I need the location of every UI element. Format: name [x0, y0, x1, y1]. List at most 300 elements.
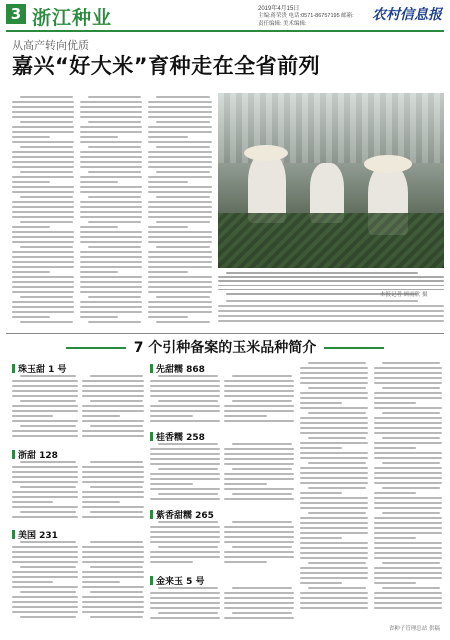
text-line [374, 417, 442, 419]
text-line [12, 596, 78, 598]
text-line [148, 211, 212, 213]
text-line [148, 161, 212, 163]
text-line [224, 526, 294, 528]
newspaper-logo: 农村信息报 [372, 7, 442, 23]
text-line [12, 496, 78, 498]
text-line [82, 471, 144, 473]
heading-marker [150, 432, 153, 441]
text-line [300, 582, 342, 584]
text-line [300, 502, 368, 504]
heading-rule-right [324, 347, 384, 349]
text-line [12, 226, 50, 228]
text-line [90, 511, 143, 513]
text-line [80, 231, 142, 233]
text-line [150, 488, 220, 490]
variety-text [224, 443, 294, 503]
text-line [12, 156, 74, 158]
text-line [224, 483, 267, 485]
text-line [308, 412, 366, 414]
text-line [300, 557, 368, 559]
text-line [82, 561, 144, 563]
text-line [226, 272, 418, 274]
text-line [88, 321, 141, 323]
text-line [12, 466, 78, 468]
text-line [224, 536, 294, 538]
text-line [158, 587, 218, 589]
text-line [150, 561, 193, 563]
text-line [148, 181, 188, 183]
text-line [150, 526, 220, 528]
text-line [12, 266, 74, 268]
text-line [150, 390, 220, 392]
text-line [82, 516, 144, 518]
text-line [158, 375, 218, 377]
text-line [82, 380, 144, 382]
text-line [374, 547, 442, 549]
text-line [224, 478, 294, 480]
text-line [148, 101, 212, 103]
text-line [20, 375, 76, 377]
text-line [300, 607, 368, 609]
text-line [82, 571, 144, 573]
text-line [374, 407, 442, 409]
text-line [150, 551, 220, 553]
text-line [12, 181, 50, 183]
text-line [232, 612, 292, 614]
variety-heading [12, 448, 58, 461]
text-line [150, 420, 220, 422]
text-line [300, 542, 368, 544]
text-line [158, 493, 218, 495]
text-line [300, 367, 368, 369]
text-line [374, 477, 442, 479]
section-title: 浙江种业 [32, 7, 113, 29]
text-line [82, 586, 144, 588]
text-line [148, 151, 212, 153]
text-line [374, 532, 442, 534]
text-line [82, 390, 144, 392]
text-line [148, 236, 212, 238]
text-line [224, 473, 294, 475]
text-line [80, 266, 142, 268]
text-line [150, 385, 220, 387]
text-line [148, 301, 212, 303]
text-line [374, 367, 442, 369]
text-line [374, 582, 416, 584]
heading-marker [12, 530, 15, 539]
text-line [12, 301, 74, 303]
text-line [156, 121, 210, 123]
text-line [82, 576, 144, 578]
text-line [88, 221, 141, 223]
text-line [382, 437, 440, 439]
text-line [82, 546, 144, 548]
text-line [158, 546, 218, 548]
text-line [150, 602, 220, 604]
text-line [300, 452, 368, 454]
variety-text [300, 362, 368, 620]
text-line [12, 506, 78, 508]
text-line [12, 151, 74, 153]
text-line [12, 236, 74, 238]
text-line [224, 390, 294, 392]
heading-marker [12, 364, 15, 373]
text-line [224, 420, 294, 422]
variety-heading [150, 508, 214, 521]
text-line [382, 587, 440, 589]
text-line [374, 377, 442, 379]
text-line [156, 96, 210, 98]
variety-name: 珠玉甜 1 号 [18, 365, 67, 375]
text-line [224, 597, 294, 599]
text-line [308, 387, 366, 389]
text-line [20, 246, 73, 248]
text-line [20, 400, 76, 402]
text-line [12, 576, 78, 578]
text-line [148, 251, 212, 253]
text-line [382, 362, 440, 364]
text-line [374, 372, 442, 374]
text-line [308, 462, 366, 464]
variety-text [150, 375, 220, 425]
text-line [374, 427, 442, 429]
text-line [82, 385, 144, 387]
text-line [308, 362, 366, 364]
text-line [12, 430, 78, 432]
photo-hat [364, 155, 412, 173]
text-line [224, 453, 294, 455]
text-line [300, 417, 368, 419]
text-line [158, 612, 218, 614]
text-line [80, 236, 142, 238]
text-line [158, 400, 218, 402]
text-line [12, 546, 78, 548]
text-line [224, 395, 294, 397]
text-line [150, 405, 220, 407]
text-line [300, 497, 368, 499]
text-line [82, 395, 144, 397]
text-line [80, 126, 142, 128]
text-line [232, 521, 292, 523]
text-line [12, 271, 50, 273]
text-line [82, 596, 144, 598]
text-line [150, 448, 220, 450]
text-line [20, 461, 76, 463]
text-line [88, 121, 141, 123]
text-line [148, 106, 212, 108]
text-line [300, 472, 368, 474]
text-line [300, 477, 368, 479]
text-line [148, 126, 212, 128]
text-line [80, 226, 118, 228]
text-line [374, 577, 442, 579]
text-line [150, 410, 220, 412]
text-line [374, 457, 442, 459]
text-line [148, 261, 212, 263]
text-line [150, 473, 220, 475]
text-line [12, 476, 78, 478]
text-line [374, 432, 442, 434]
photo-credit: 本报记者 顾雨欣 摄 [380, 292, 428, 298]
text-line [12, 501, 53, 503]
text-line [12, 491, 78, 493]
text-line [12, 101, 74, 103]
text-line [20, 171, 73, 173]
text-line [82, 581, 120, 583]
text-line [148, 156, 212, 158]
text-line [150, 531, 220, 533]
text-line [12, 556, 78, 558]
text-line [232, 493, 292, 495]
article-column-2 [80, 96, 142, 328]
text-line [224, 458, 294, 460]
text-line [232, 375, 292, 377]
text-line [20, 146, 73, 148]
variety-name: 桂香糯 258 [156, 433, 205, 443]
variety-name: 美国 231 [18, 531, 58, 541]
text-line [300, 427, 368, 429]
text-line [150, 607, 220, 609]
text-line [80, 101, 142, 103]
text-line [158, 521, 218, 523]
text-line [148, 176, 212, 178]
footer-credit: 省种子管理总站 供稿 [388, 626, 440, 632]
text-line [150, 453, 220, 455]
text-line [80, 306, 142, 308]
text-line [148, 131, 212, 133]
text-line [12, 216, 74, 218]
text-line [80, 241, 142, 243]
text-line [20, 196, 73, 198]
text-line [80, 251, 142, 253]
text-line [382, 412, 440, 414]
text-line [300, 492, 342, 494]
text-line [80, 111, 142, 113]
variety-name: 浙甜 128 [18, 451, 58, 461]
text-line [12, 581, 53, 583]
text-line [374, 557, 442, 559]
text-line [148, 291, 212, 293]
text-line [218, 320, 444, 322]
article-column-1 [12, 96, 74, 328]
text-line [80, 106, 142, 108]
text-line [90, 486, 143, 488]
text-line [300, 547, 368, 549]
text-line [218, 276, 444, 278]
text-line [300, 482, 368, 484]
heading-marker [150, 510, 153, 519]
text-line [232, 443, 292, 445]
text-line [88, 171, 141, 173]
text-line [12, 380, 78, 382]
article-column-4 [218, 300, 444, 328]
text-line [148, 206, 212, 208]
text-line [82, 410, 144, 412]
text-line [374, 602, 442, 604]
text-line [150, 463, 220, 465]
editor-line: 主编:蒋荣贵 电话:0571-86757195 邮箱: [258, 13, 354, 19]
text-line [374, 442, 442, 444]
text-line [12, 161, 74, 163]
variety-text [12, 541, 78, 621]
text-line [150, 597, 220, 599]
text-line [148, 231, 212, 233]
text-line [374, 597, 442, 599]
text-line [382, 387, 440, 389]
text-line [300, 377, 368, 379]
text-line [20, 591, 76, 593]
text-line [12, 561, 78, 563]
text-line [232, 546, 292, 548]
text-line [12, 586, 78, 588]
text-line [12, 291, 74, 293]
text-line [80, 256, 142, 258]
text-line [300, 552, 368, 554]
text-line [12, 131, 74, 133]
text-line [12, 211, 74, 213]
text-line [82, 506, 144, 508]
variety-heading [150, 362, 205, 375]
variety-text [150, 587, 220, 623]
text-line [150, 541, 220, 543]
text-line [218, 280, 444, 282]
text-line [218, 305, 444, 307]
text-line [308, 562, 366, 564]
section-divider [6, 333, 444, 334]
text-line [150, 536, 220, 538]
text-line [374, 422, 442, 424]
text-line [90, 541, 143, 543]
text-line [374, 502, 442, 504]
text-line [300, 422, 368, 424]
text-line [300, 382, 368, 384]
text-line [374, 402, 416, 404]
text-line [150, 478, 220, 480]
text-line [12, 126, 74, 128]
text-line [80, 206, 142, 208]
text-line [150, 380, 220, 382]
variety-heading [150, 430, 205, 443]
top-divider [6, 30, 444, 32]
text-line [12, 241, 74, 243]
text-line [300, 567, 368, 569]
text-line [374, 467, 442, 469]
variety-name: 紫香甜糯 265 [156, 511, 214, 521]
text-line [218, 310, 444, 312]
text-line [20, 616, 76, 618]
text-line [148, 271, 188, 273]
text-line [148, 241, 212, 243]
text-line [88, 146, 141, 148]
text-line [224, 602, 294, 604]
text-line [374, 607, 442, 609]
text-line [374, 392, 442, 394]
text-line [224, 498, 294, 500]
text-line [382, 462, 440, 464]
text-line [12, 606, 78, 608]
text-line [12, 471, 78, 473]
text-line [300, 447, 342, 449]
article-photo [218, 93, 444, 268]
text-line [12, 385, 78, 387]
text-line [80, 216, 142, 218]
text-line [82, 491, 144, 493]
variety-text [82, 541, 144, 621]
text-line [150, 617, 220, 619]
text-line [218, 315, 444, 317]
text-line [158, 443, 218, 445]
text-line [12, 231, 74, 233]
text-line [12, 601, 78, 603]
text-line [80, 291, 142, 293]
text-line [374, 572, 442, 574]
text-line [300, 592, 368, 594]
variety-text [224, 375, 294, 425]
text-line [82, 435, 144, 437]
text-line [148, 186, 212, 188]
text-line [12, 261, 74, 263]
text-line [88, 196, 141, 198]
text-line [300, 507, 368, 509]
variety-heading [12, 528, 58, 541]
text-line [12, 141, 74, 143]
text-line [300, 522, 368, 524]
text-line [148, 281, 212, 283]
text-line [224, 592, 294, 594]
text-line [148, 226, 188, 228]
photo-hat [244, 145, 288, 161]
text-line [224, 607, 294, 609]
variety-heading [150, 574, 205, 587]
text-line [80, 181, 118, 183]
variety-heading [12, 362, 67, 375]
contact-line: 责任编辑: 美术编辑: [258, 21, 307, 27]
text-line [150, 415, 193, 417]
text-line [374, 592, 442, 594]
text-line [148, 111, 212, 113]
text-line [156, 146, 210, 148]
variety-text [12, 375, 78, 443]
text-line [382, 512, 440, 514]
text-line [158, 468, 218, 470]
text-line [300, 517, 368, 519]
text-line [224, 561, 267, 563]
text-line [90, 616, 143, 618]
text-line [20, 121, 73, 123]
text-line [374, 567, 442, 569]
text-line [20, 296, 73, 298]
text-line [300, 532, 368, 534]
heading-rule-left [66, 347, 126, 349]
text-line [80, 271, 118, 273]
text-line [82, 420, 144, 422]
text-line [300, 442, 368, 444]
text-line [90, 425, 143, 427]
text-line [308, 487, 366, 489]
text-line [150, 458, 220, 460]
text-line [308, 512, 366, 514]
text-line [12, 390, 78, 392]
text-line [12, 251, 74, 253]
text-line [80, 276, 142, 278]
text-line [224, 415, 267, 417]
text-line [374, 542, 442, 544]
variety-text [82, 375, 144, 443]
text-line [148, 286, 212, 288]
variety-text [224, 587, 294, 623]
text-line [82, 551, 144, 553]
text-line [82, 481, 144, 483]
